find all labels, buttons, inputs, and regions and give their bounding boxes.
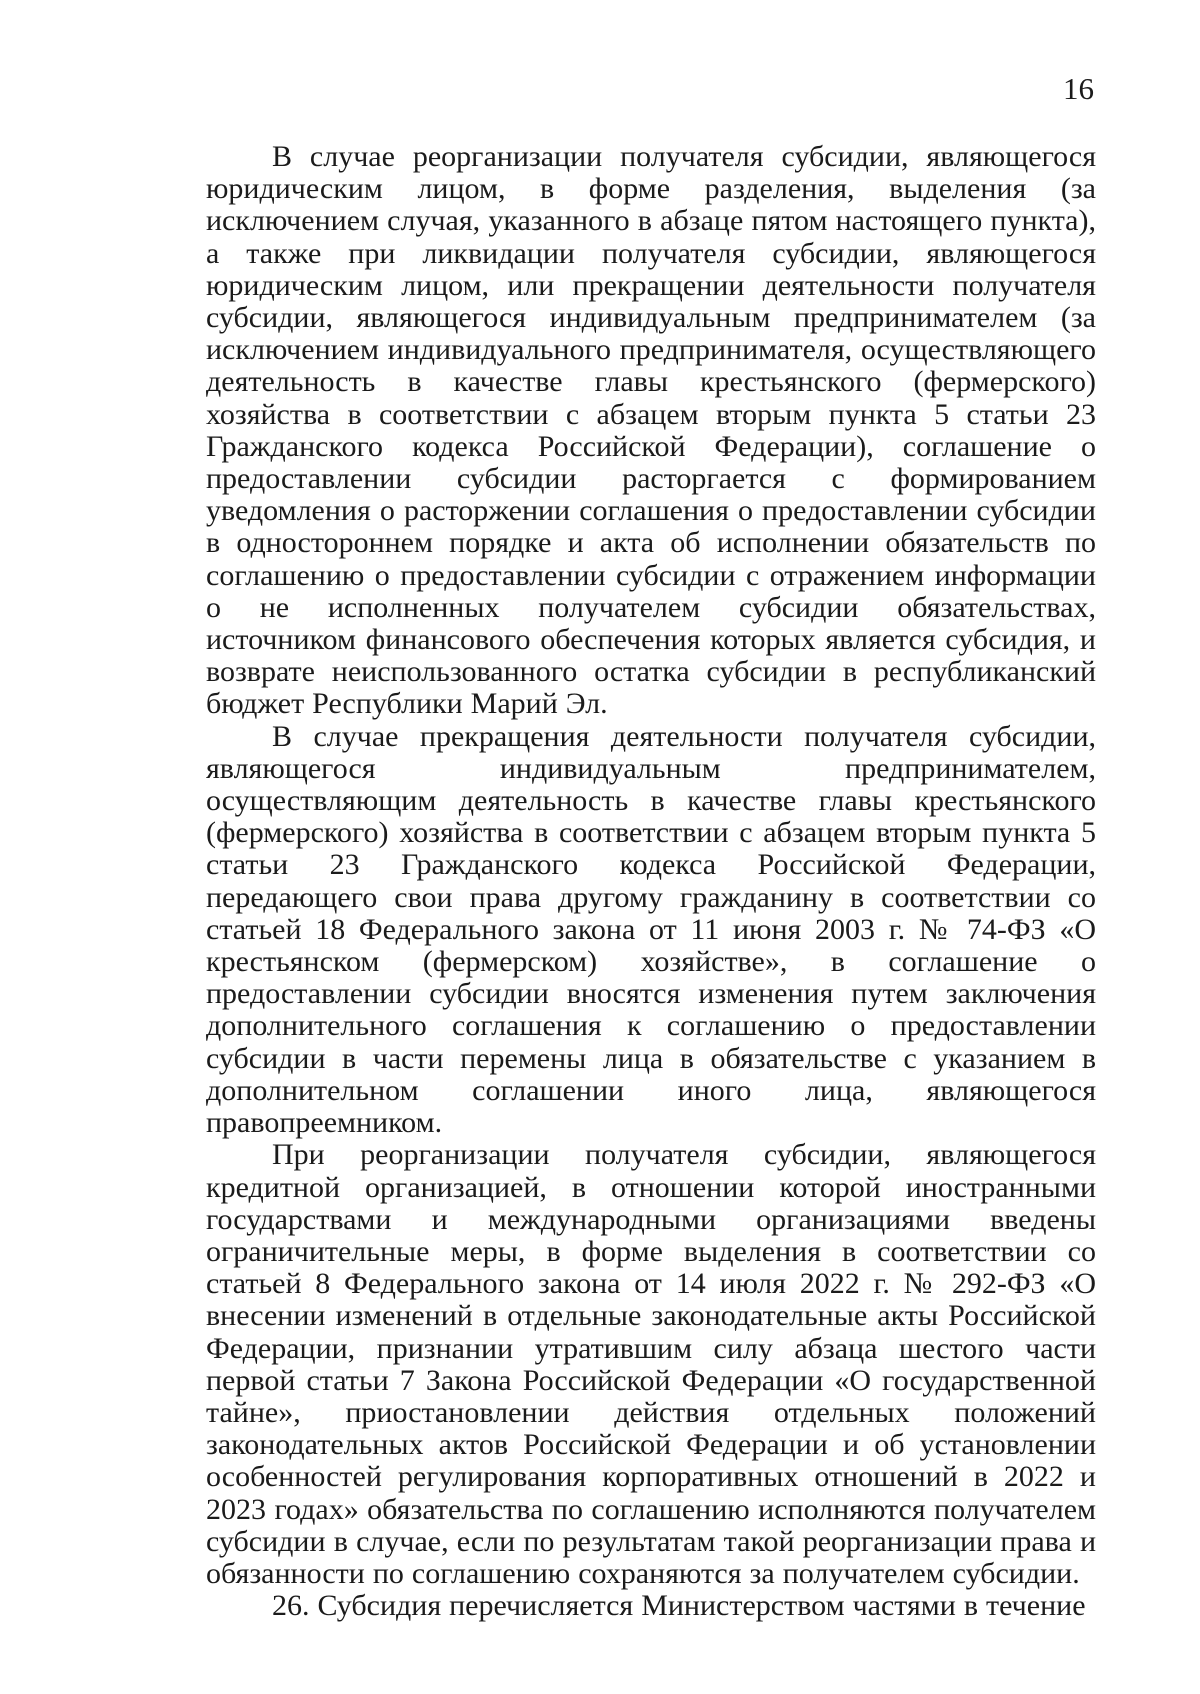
paragraph-credit-organization-reorganization: При реорганизации получателя субсидии, являющегося кредитной организацией, в отношении которой иностранными государствами и международными организациями введены ограничительные меры, в форме выделения в соответствии со статьей 8 Федерального закона от 14 июля 2022 г. № 292-ФЗ «О внесении изменений в отдельные законодательные акты Российской Федерации, признании утратившим силу абзаца шестого части первой статьи 7 Закона Российской Федерации «О государственной тайне», приостановлении действия отдельных положений законодательных актов Российской Федерации и об установлении особенностей регулирования корпоративных отношений в 2022 и 2023 годах» обязательства по соглашению исполняются получателем субсидии в случае, если по результатам такой реорганизации права и обязанности по соглашению сохраняются за получателем субсидии. <box>206 1138 1096 1590</box>
page-number: 16 <box>1063 71 1094 106</box>
paragraph-farm-head-succession: В случае прекращения деятельности получателя субсидии, являющегося индивидуальным предпринимателем, осуществляющим деятельность в качестве главы крестьянского (фермерского) хозяйства в соответствии с абзацем вторым пункта 5 статьи 23 Гражданского кодекса Российской Федерации, передающего свои права другому гражданину в соответствии со статьей 18 Федерального закона от 11 июня 2003 г. № 74-ФЗ «О крестьянском (фермерском) хозяйстве», в соглашение о предоставлении субсидии вносятся изменения путем заключения дополнительного соглашения к соглашению о предоставлении субсидии в части перемены лица в обязательстве с указанием в дополнительном соглашении иного лица, являющегося правопреемником. <box>206 719 1096 1140</box>
paragraph-reorganization-termination: В случае реорганизации получателя субсидии, являющегося юридическим лицом, в форме разделения, выделения (за исключением случая, указанного в абзаце пятом настоящего пункта), а также при ликвидации получателя субсидии, являющегося юридическим лицом, или прекращении деятельности получателя субсидии, являющегося индивидуальным предпринимателем (за исключением индивидуального предпринимателя, осуществляющего деятельность в качестве главы крестьянского (фермерского) хозяйства в соответствии с абзацем вторым пункта 5 статьи 23 Гражданского кодекса Российской Федерации), соглашение о предоставлении субсидии расторгается с формированием уведомления о расторжении соглашения о предоставлении субсидии в одностороннем порядке и акта об исполнении обязательств по соглашению о предоставлении субсидии с отражением информации о не исполненных получателем субсидии обязательствах, источником финансового обеспечения которых является субсидия, и возврате неиспользованного остатка субсидии в республиканский бюджет Республики Марий Эл. <box>206 140 1096 721</box>
paragraph-item-26-start: 26. Субсидия перечисляется Министерством частями в течение <box>272 1589 1086 1623</box>
document-body <box>206 141 1096 1622</box>
